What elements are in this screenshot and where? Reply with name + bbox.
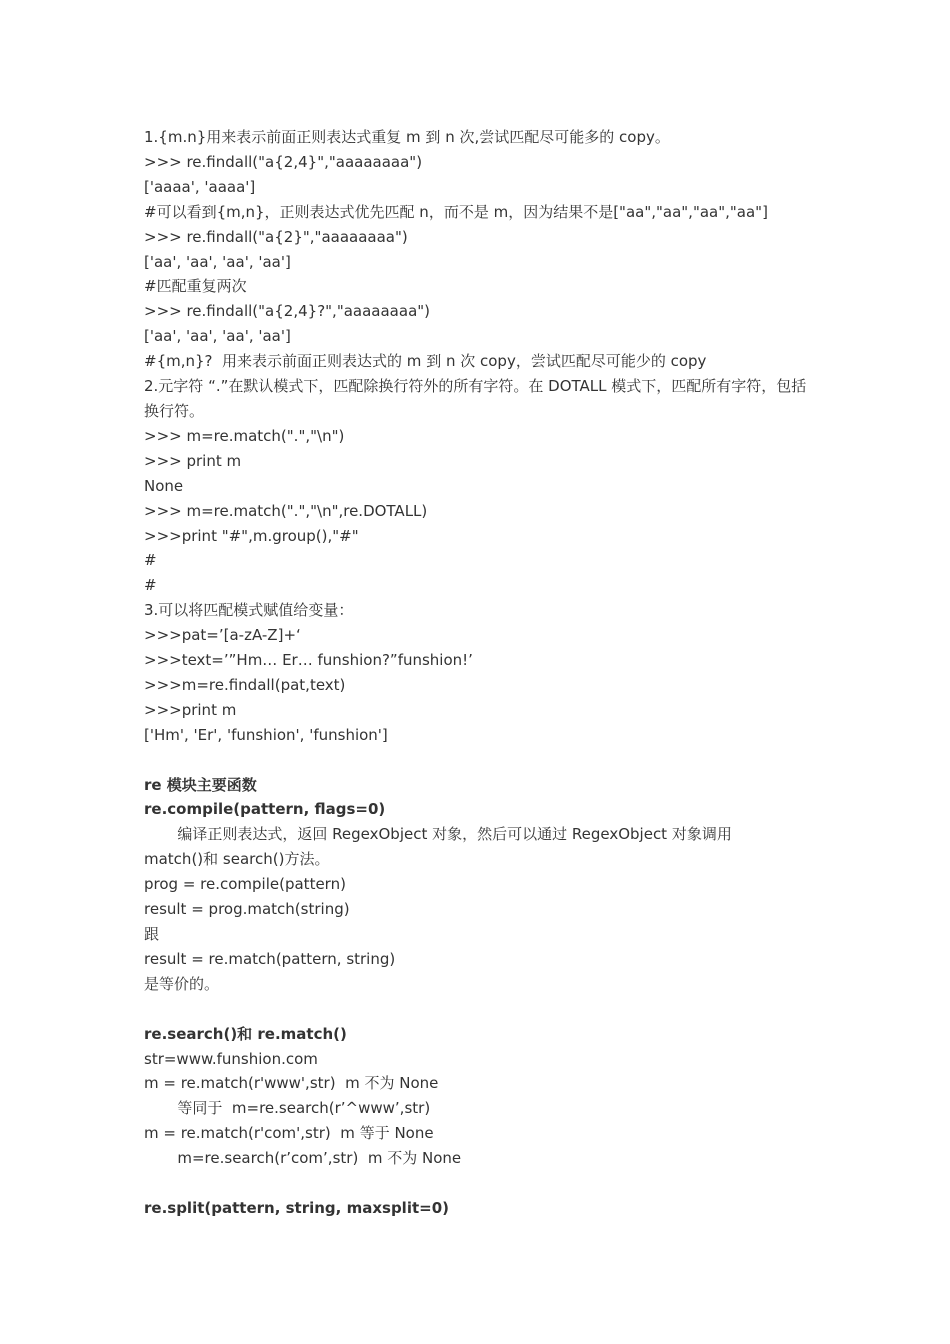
text-line: 跟 (144, 924, 160, 943)
text-line: #可以看到{m,n}，正则表达式优先匹配 n，而不是 m，因为结果不是["aa","aa","aa","aa"] (144, 202, 768, 221)
text-line: result = re.match(pattern, string) (144, 949, 396, 968)
text-line: #匹配重复两次 (144, 277, 247, 296)
text-line: m = re.match(r'www',str) m 不为 None (144, 1074, 439, 1093)
text-line: >>> m=re.match(".","\n",re.DOTALL) (144, 501, 428, 520)
text-line: 等同于 m=re.search(r’^www’,str) (144, 1099, 431, 1118)
text-line: None (144, 476, 184, 495)
text-line: >>> re.findall("a{2,4}?","aaaaaaaa") (144, 302, 431, 321)
text-line: # (144, 551, 157, 570)
text-line: 是等价的。 (144, 974, 220, 993)
blank-line (144, 1171, 814, 1196)
text-line: >>>pat=’[a-zA-Z]+‘ (144, 626, 301, 645)
text-line: 1.{m.n}用来表示前面正则表达式重复 m 到 n 次,尝试匹配尽可能多的 copy。 (144, 128, 670, 146)
text-line: result = prog.match(string) (144, 900, 350, 919)
text-line: >>> print m (144, 451, 242, 470)
text-line: str=www.funshion.com (144, 1049, 318, 1068)
text-line: >>>print "#",m.group(),"#" (144, 526, 359, 545)
text-line: prog = re.compile(pattern) (144, 875, 346, 894)
text-line: m = re.match(r'com',str) m 等于 None (144, 1124, 434, 1143)
section-heading: re.compile(pattern, flags=0) (144, 800, 386, 819)
section-heading: re.split(pattern, string, maxsplit=0) (144, 1198, 449, 1217)
text-line: 3.可以将匹配模式赋值给变量： (144, 601, 354, 620)
text-line: m=re.search(r’com’,str) m 不为 None (144, 1149, 462, 1168)
text-line: ['aa', 'aa', 'aa', 'aa'] (144, 327, 291, 346)
text-line: >>> re.findall("a{2}","aaaaaaaa") (144, 227, 408, 246)
text-line: match()和 search()方法。 (144, 850, 330, 869)
text-line: >>> m=re.match(".","\n") (144, 426, 345, 445)
text-line: #{m,n}? 用来表示前面正则表达式的 m 到 n 次 copy，尝试匹配尽可能少的 copy (144, 352, 707, 371)
text-line: ['Hm', 'Er', 'funshion', 'funshion'] (144, 725, 388, 744)
document-body (144, 125, 814, 1221)
text-line: ['aaaa', 'aaaa'] (144, 177, 256, 196)
section-heading: re 模块主要函数 (144, 775, 257, 794)
text-line: 2.元字符 “.”在默认模式下，匹配除换行符外的所有字符。在 DOTALL 模式下，匹配所有字符，包括换行符。 (144, 377, 807, 420)
text-line: # (144, 576, 157, 595)
text-line: >>>print m (144, 700, 237, 719)
text-line: 编译正则表达式，返回 RegexObject 对象，然后可以通过 RegexObject 对象调用 (144, 825, 732, 844)
blank-line (144, 997, 814, 1022)
blank-line (144, 748, 814, 773)
text-line: ['aa', 'aa', 'aa', 'aa'] (144, 252, 291, 271)
section-heading: re.search()和 re.match() (144, 1024, 347, 1043)
text-line: >>>text=’”Hm… Er… funshion?”funshion!’ (144, 651, 473, 670)
text-line: >>> re.findall("a{2,4}","aaaaaaaa") (144, 152, 423, 171)
text-line: >>>m=re.findall(pat,text) (144, 675, 346, 694)
